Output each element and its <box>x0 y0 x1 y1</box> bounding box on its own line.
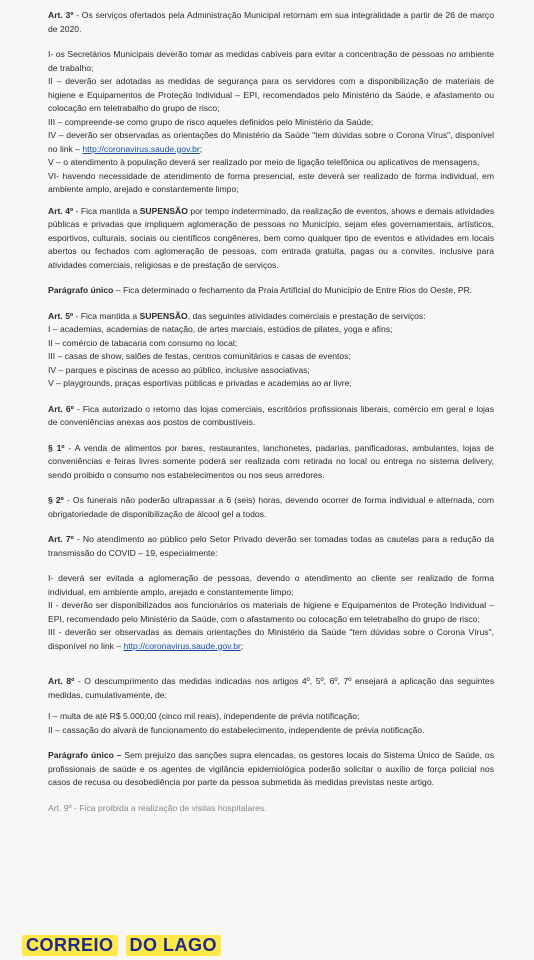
art6-paragraph: Art. 6º - Fica autorizado o retorno das lojas comerciais, escritórios profissionais liberais, comércio em geral e lojas de conveniências anexas aos postos de combustíveis. <box>48 403 495 427</box>
art4-paragraph: Art. 4º - Fica mantida a SUPENSÃO por tempo indeterminado, da realização de eventos, shows e demais atividades públicas e privadas que impliquem aglomeração de pessoas no Município, sejam eles governamentais, artísticos, esportivos, culturais, sociais ou científicos congêneres, bem como qualquer tipo de eventos e atividades em locais abertos ou fechados com aglomeração de pessoas, com entrada gratuita, pagas ou a convites, inclusive para atividades comerciais, religiosas e de prestação de serviços. <box>48 205 494 270</box>
paragraph-2-heading: § 2º <box>48 495 64 505</box>
paragraph-1: § 1º - A venda de alimentos por bares, restaurantes, lanchonetes, padarias, panificadoras, ambulantes, lojas de conveniências e feiras livres somente poderá ser realizada com retirada no local ou entrega no sistema delivery, sendo proibido o consumo nos estabelecimentos ou nos seus arredores. <box>48 442 494 480</box>
art8-item-1: I – multa de até R$ 5.000,00 (cinco mil reais), independente de prévia notificação; <box>48 711 360 721</box>
logo-word-1: CORREIO <box>22 935 118 956</box>
art8-heading: Art. 8º <box>48 676 75 686</box>
coronavirus-link-2[interactable]: http://coronavirus.saude.gov.br <box>123 640 241 651</box>
art7-items <box>48 572 494 653</box>
art3-item-2: II – deverão ser adotadas as medidas de segurança para os servidores com a disponibilização de materiais de higiene e Equipamentos de Proteção Individual – EPI, recomendados pelo Ministério da Saúde, e afastamento ou colocação em teletrabalho do grupo de risco; <box>48 76 494 113</box>
paragraph-2: § 2º - Os funerais não poderão ultrapassar a 6 (seis) horas, devendo ocorrer de forma individual e alternada, com obrigatoriedade de disponibilização de álcool gel a todos. <box>48 495 494 519</box>
art5-item-5: V – playgrounds, praças esportivas públicas e privadas e academias ao ar livre; <box>48 378 352 388</box>
paragrafo-unico-1-heading: Parágrafo único <box>48 285 114 295</box>
art3-item-1: I- os Secretários Municipais deverão tomar as medidas cabíveis para evitar a concentração de pessoas no ambiente de trabalho; <box>48 49 494 73</box>
paragrafo-unico-2: Parágrafo único – Sem prejuízo das sanções supra elencadas, os gestores locais do Sistema Único de Saúde, os profissionais de saúde e os agentes de vigilância epidemiológica poderão solicitar o auxílio de força policial nos casos de recusa ou desobediência por parte da pessoa submetida às medidas previstas neste artigo. <box>48 750 494 787</box>
paragraph-1-heading: § 1º <box>48 442 65 453</box>
art4-suspensao: SUPENSÃO <box>139 205 188 216</box>
art3-item-3: III – compreende-se como grupo de risco aqueles definidos pelo Ministério da Saúde; <box>48 116 374 127</box>
art3-paragraph <box>48 9 494 36</box>
document-body <box>48 9 494 823</box>
art7-item-3: III - deverão ser observadas as demais orientações do Ministério da Saúde "tem dúvidas sobre o Corona Vírus", disponível no link – http://coronavirus.saude.gov.br; <box>48 627 494 651</box>
art7-heading: Art. 7º <box>48 534 74 544</box>
art5-paragraph: Art. 5º - Fica mantida a SUPENSÃO, das seguintes atividades comerciais e prestação de serviços: I – academias, academias de natação, de artes marciais, estúdios de pilates, yoga e afins; II – comércio de tabacaria com consumo no local; III – casas de show, salões de festas, centros comunitários e casas de eventos; IV – parques e piscinas de acesso ao público, inclusive associativas; V – playgrounds, praças esportivas públicas e privadas e academias ao ar livre; <box>48 310 494 391</box>
art3-item-4: IV – deverão ser observadas as orientações do Ministério da Saúde "tem dúvidas sobre o Corona Vírus", disponível no link – http://coronavirus.saude.gov.br; <box>48 130 494 154</box>
art3-items <box>48 48 494 197</box>
art3-item-5: V – o atendimento à população deverá ser realizado por meio de ligação telefônica ou aplicativos de mensagens, <box>48 157 480 167</box>
art3-intro: - Os serviços ofertados pela Administração Municipal retornam em sua integralidade a partir de 26 de março de 2020. <box>48 10 494 34</box>
art8-paragraph: Art. 8º - O descumprimento das medidas indicadas nos artigos 4º, 5º, 6º, 7º ensejará a aplicação das seguintes medidas, cumulativamente, de: <box>48 676 494 700</box>
correio-do-lago-logo <box>22 935 221 956</box>
art3-item-6: VI- havendo necessidade de atendimento de forma presencial, este deverá ser realizado de forma individual, em ambiente amplo, arejado e constantemente limpo; <box>48 170 494 194</box>
art7-item-2: II - deverão ser disponibilizados aos funcionários os materiais de higiene e Equipamentos de Proteção Individual – EPI, recomendado pelo Ministério da Saúde, com o afastamento ou colocação em teletrabalho do grupo de risco; <box>48 600 494 624</box>
logo-word-2: DO LAGO <box>126 935 222 956</box>
coronavirus-link[interactable]: http://coronavirus.saude.gov.br <box>82 143 200 154</box>
art5-heading: Art. 5º <box>48 310 74 321</box>
paragrafo-unico-2-heading: Parágrafo único – <box>48 750 122 760</box>
art8-items <box>48 710 494 737</box>
art5-item-2: II – comércio de tabacaria com consumo no local; <box>48 337 238 348</box>
art5-suspensao: SUPENSÃO <box>139 310 188 321</box>
art7-item-1: I- deverá ser evitada a aglomeração de pessoas, devendo o atendimento ao cliente ser realizado de forma individual, em ambiente amplo, arejado e constantemente limpo; <box>48 573 494 597</box>
art5-item-4: IV – parques e piscinas de acesso ao público, inclusive associativas; <box>48 364 310 375</box>
paragrafo-unico-1: Parágrafo único – Fica determinado o fechamento da Praia Artificial do Município de Entre Rios do Oeste, PR. <box>48 285 473 295</box>
art8-item-2: II – cassação do alvará de funcionamento do estabelecimento, independente de prévia notificação. <box>48 724 425 735</box>
art5-item-3: III – casas de show, salões de festas, centros comunitários e casas de eventos; <box>48 351 351 361</box>
art3-heading: Art. 3º <box>48 10 74 20</box>
art6-heading: Art. 6º <box>48 403 74 414</box>
art4-heading: Art. 4º <box>48 205 74 216</box>
art9-partial: Art. 9º - Fica proibida a realização de visitas hospitalares. <box>48 802 267 813</box>
art7-paragraph: Art. 7º - No atendimento ao público pelo Setor Privado deverão ser tomadas todas as cautelas para a redução da transmissão do COVID – 19, especialmente: <box>48 534 494 558</box>
art5-item-1: I – academias, academias de natação, de artes marciais, estúdios de pilates, yoga e afins; <box>48 324 393 334</box>
